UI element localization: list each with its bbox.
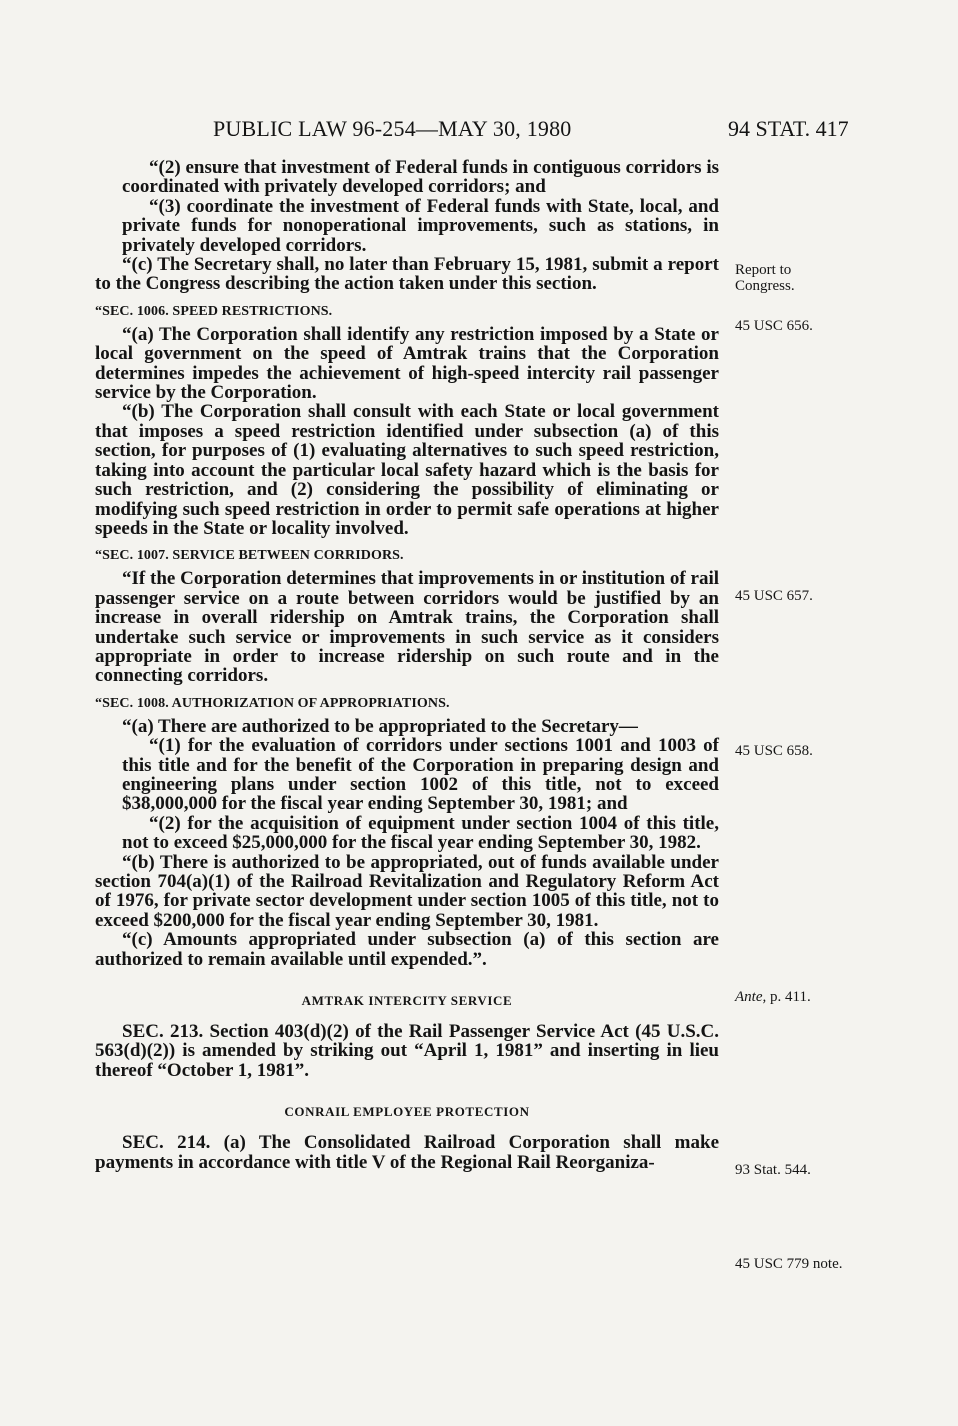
paragraph: “(a) There are authorized to be appropriated to the Secretary— (122, 715, 638, 737)
margin-note-usc657: 45 USC 657. (735, 588, 813, 604)
running-header (0, 116, 958, 146)
margin-note-stat544: 93 Stat. 544. (735, 1162, 811, 1178)
paragraph: “(a) The Corporation shall identify any restriction imposed by a State or local government on the speed of Amtrak trains that the Corporation determines impedes the achievement of high-speed intercity rail passenger service by the Corporation. (95, 323, 719, 404)
margin-note-report (735, 262, 795, 294)
statute-page-number: 94 STAT. 417 (728, 116, 849, 141)
page-title: PUBLIC LAW 96-254—MAY 30, 1980 (213, 116, 572, 141)
margin-note-usc656: 45 USC 656. (735, 318, 813, 334)
paragraph: “If the Corporation determines that improvements in or institution of rail passenger service on a route between corridors would be justified by an increase in overall ridership on Amtrak trains, the Corporation shall undertake such service or improvements in such service as it considers appropriate in order to increase ridership on such route and in the connecting corridors. (95, 568, 719, 687)
margin-note-usc779: 45 USC 779 note. (735, 1256, 843, 1272)
paragraph: SEC. 213. Section 403(d)(2) of the Rail Passenger Service Act (45 U.S.C. 563(d)(2)) is amended by striking out “April 1, 1981” and inserting in lieu thereof “October 1, 1981”. (95, 1021, 719, 1081)
paragraph: SEC. 214. (a) The Consolidated Railroad Corporation shall make payments in accordance with title V of the Regional Rail Reorganiza- (95, 1132, 719, 1173)
paragraph: “(2) for the acquisition of equipment under section 1004 of this title, not to exceed $25,000,000 for the fiscal year ending September 30, 1982. (122, 812, 719, 854)
center-heading: CONRAIL EMPLOYEE PROTECTION (284, 1104, 530, 1120)
margin-note-ante-italic: Ante, (735, 989, 767, 1005)
paragraph: “(b) The Corporation shall consult with each State or local government that imposes a speed restriction identified under subsection (a) of this section, for purposes of (1) evaluating alternatives to such speed restriction, taking into account the particular local safety hazard which is the basis for such restriction, and (2) considering the possibility of eliminating or modifying such speed restriction in order to permit safe operations at higher speeds in the State or locality involved. (95, 401, 719, 539)
paragraph: “(1) for the evaluation of corridors under sections 1001 and 1003 of this title and for the benefit of the Corporation in preparing design and engineering plans under section 1002 of this title, not to exceed $38,000,000 for the fiscal year ending September 30, 1981; and (122, 735, 719, 815)
paragraph: “(b) There is authorized to be appropriated, out of funds available under section 704(a)(1) of the Railroad Revitalization and Regulatory Reform Act of 1976, for private sector development under section 1005 of this title, not to exceed $200,000 for the fiscal year ending September 30, 1981. (95, 851, 719, 931)
section-heading: “SEC. 1006. SPEED RESTRICTIONS. (95, 303, 333, 319)
section-heading: “SEC. 1008. AUTHORIZATION OF APPROPRIATIONS. (95, 695, 450, 711)
margin-note-ante-page: p. 411. (770, 989, 811, 1005)
section-heading: “SEC. 1007. SERVICE BETWEEN CORRIDORS. (95, 548, 404, 564)
main-text (95, 158, 719, 1172)
paragraph: “(2) ensure that investment of Federal funds in contiguous corridors is coordinated with privately developed corridors; and (122, 157, 719, 198)
paragraph: “(c) The Secretary shall, no later than February 15, 1981, submit a report to the Congress describing the action taken under this section. (95, 254, 719, 295)
margin-note-usc658: 45 USC 658. (735, 743, 813, 759)
center-heading: AMTRAK INTERCITY SERVICE (301, 993, 513, 1009)
margin-note-line: Report to (735, 262, 792, 278)
paragraph: “(3) coordinate the investment of Federal funds with State, local, and private funds for nonoperational improvements, such as stations, in privately developed corridors. (122, 195, 719, 256)
margin-note-ante (735, 989, 811, 1005)
paragraph: “(c) Amounts appropriated under subsection (a) of this section are authorized to remain available until expended.”. (95, 929, 719, 970)
margin-note-line: Congress. (735, 278, 795, 294)
